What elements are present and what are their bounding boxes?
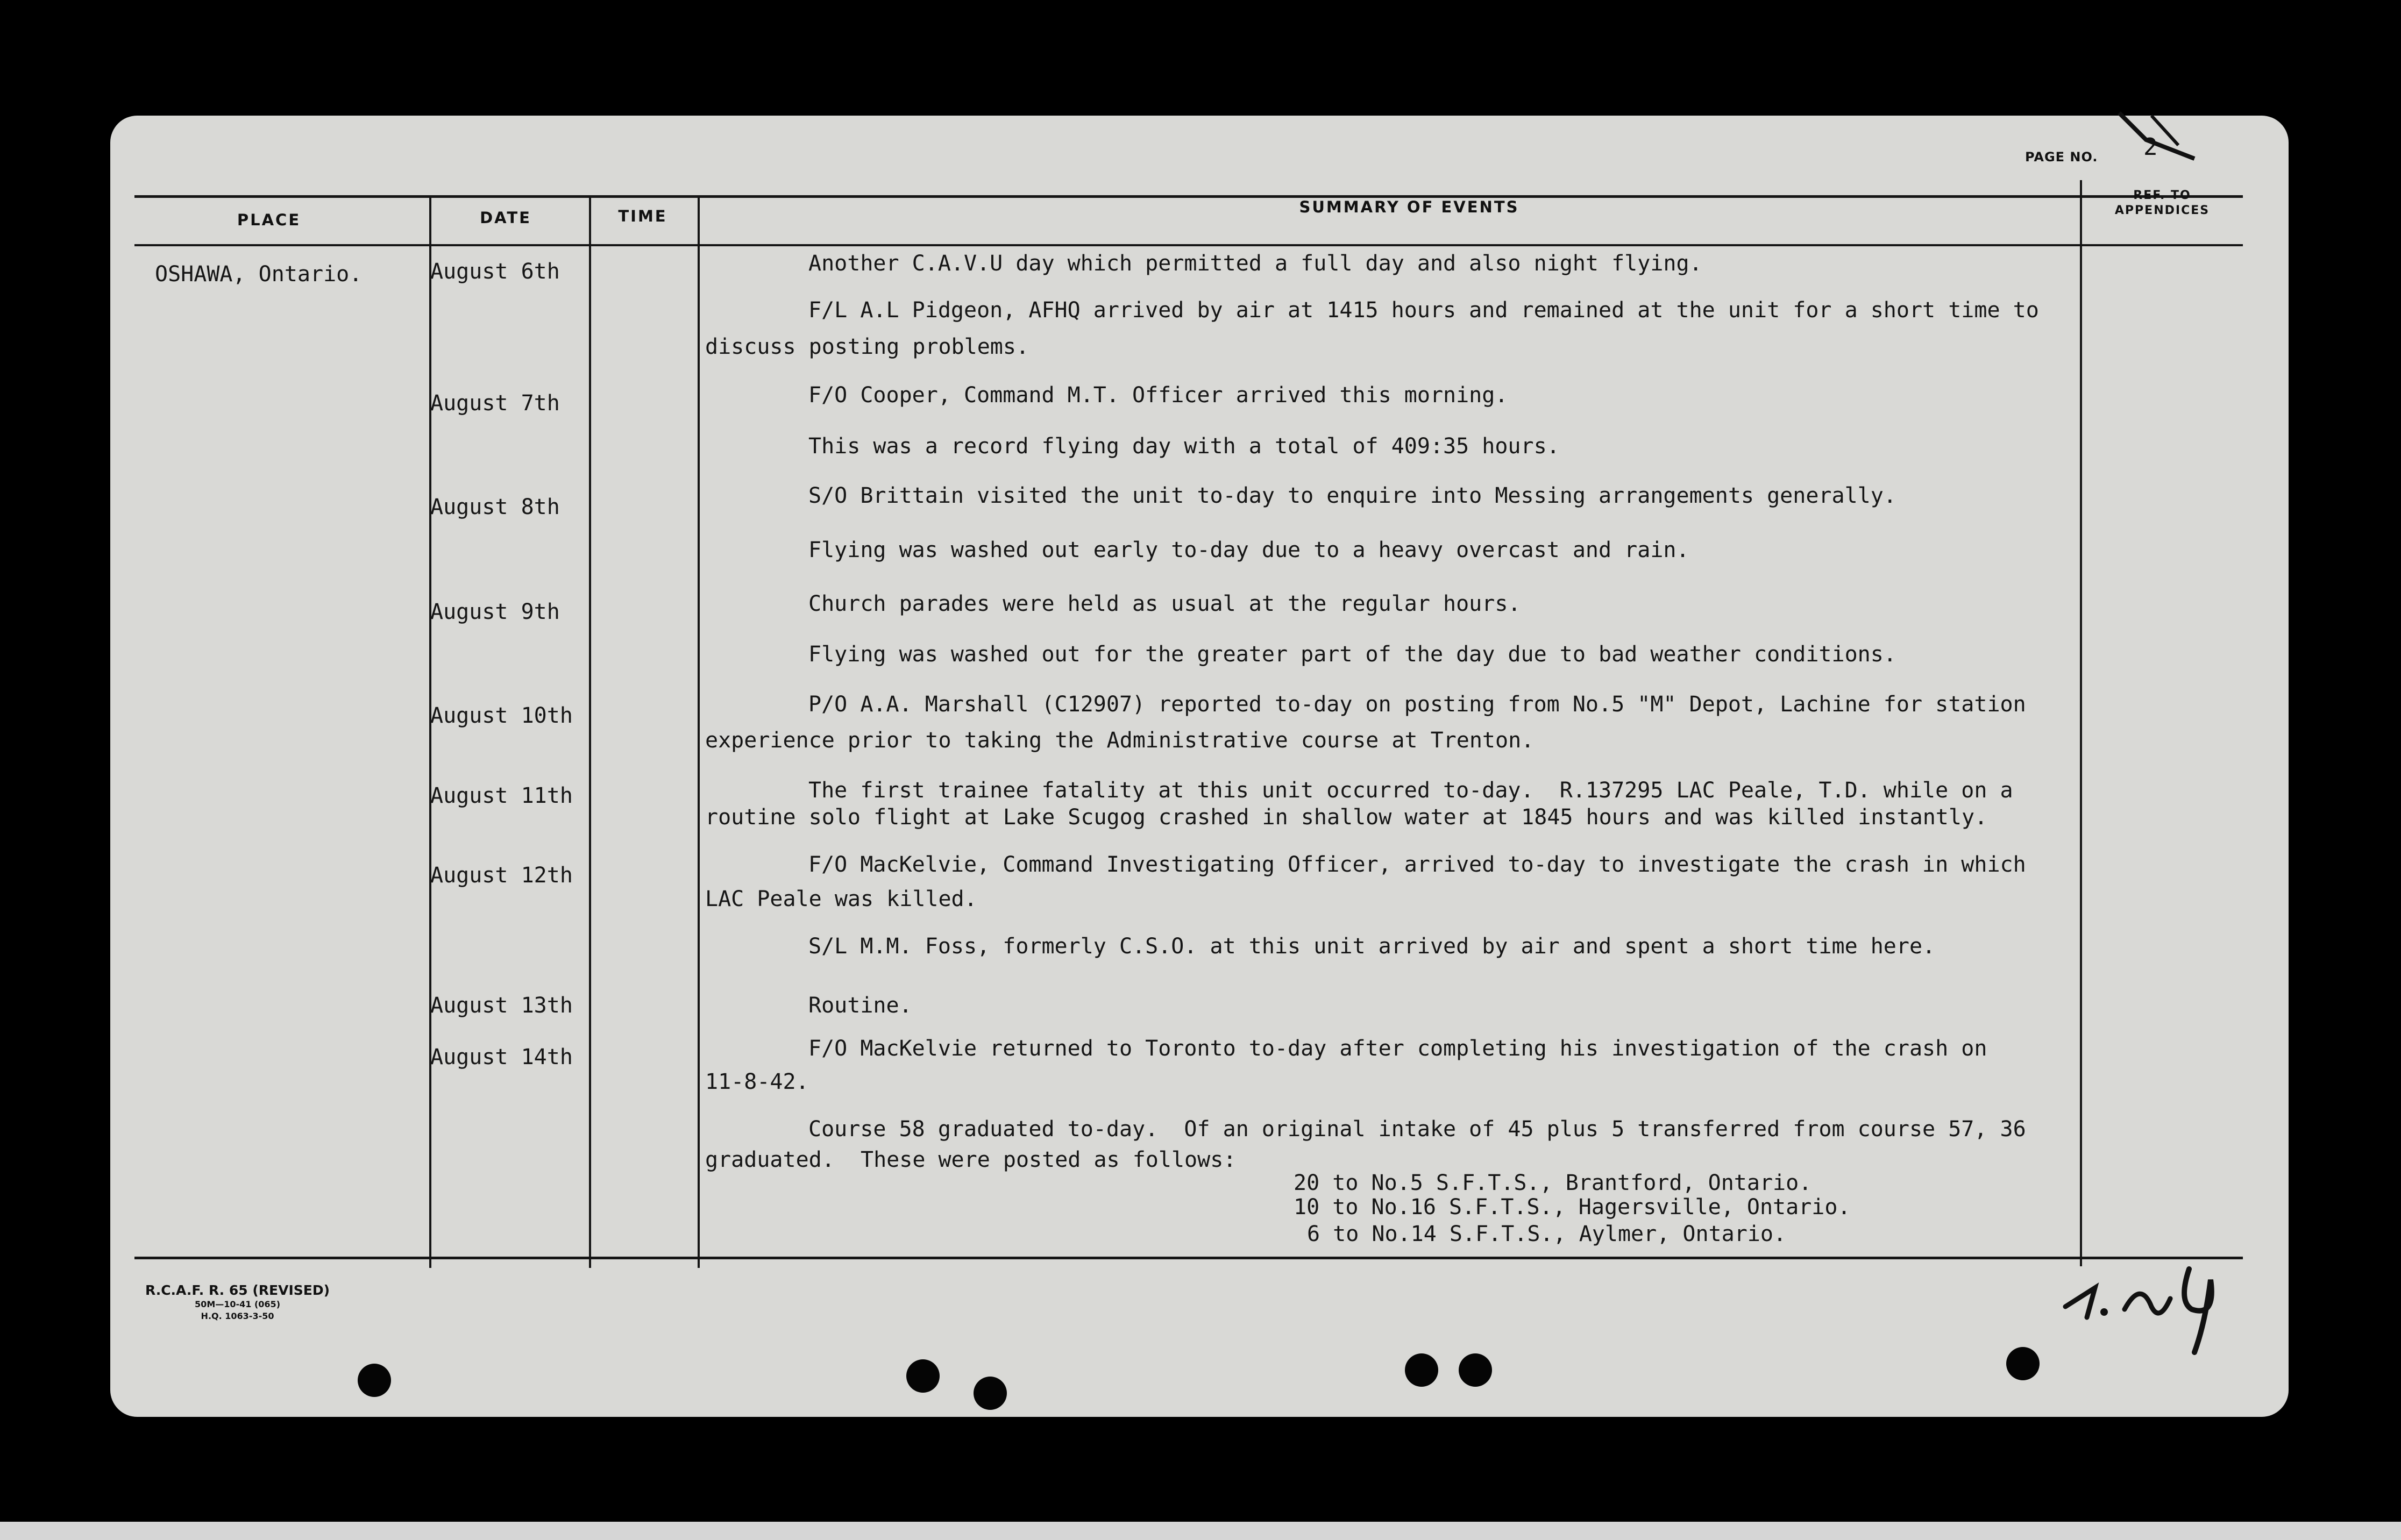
form-hq-code: H.Q. 1063-3-50 [201,1311,274,1321]
time-column-rule [589,195,591,1268]
form-print-code: 50M—10-41 (065) [195,1299,280,1309]
summary-line: Flying was washed out early to-day due to a heavy overcast and rain. [808,538,1689,562]
summary-line: Flying was washed out for the greater part of the day due to bad weather conditions. [808,642,1896,667]
form-identifier [145,1282,330,1322]
handwritten-initials [2055,1258,2248,1360]
date-entry: August 10th [430,703,573,728]
summary-line: graduated. These were posted as follows: [705,1147,1237,1172]
punch-hole [2006,1347,2040,1380]
posting-line: 20 to No.5 S.F.T.S., Brantford, Ontario. [1294,1171,1812,1195]
time-column-header: TIME [618,207,667,225]
punch-hole [1459,1353,1492,1387]
summary-line: routine solo flight at Lake Scugog crashed in shallow water at 1845 hours and was killed instantly. [705,805,1988,830]
form-number: R.C.A.F. R. 65 (REVISED) [145,1282,330,1298]
summary-line: F/O Cooper, Command M.T. Officer arrived this morning. [808,383,1508,408]
ref-column-header-line2: APPENDICES [2114,204,2210,217]
punch-hole [1405,1353,1438,1387]
date-entry: August 6th [430,259,560,284]
summary-line: Church parades were held as usual at the regular hours. [808,591,1521,616]
summary-line: P/O A.A. Marshall (C12907) reported to-day on posting from No.5 "M" Depot, Lachine for station [808,692,2026,717]
posting-line: 6 to No.14 S.F.T.S., Aylmer, Ontario. [1307,1222,1787,1246]
summary-line: Course 58 graduated to-day. Of an original intake of 45 plus 5 transferred from course 57, 36 [808,1117,2026,1142]
summary-line: S/O Brittain visited the unit to-day to enquire into Messing arrangements generally. [808,483,1896,508]
summary-line: The first trainee fatality at this unit occurred to-day. R.137295 LAC Peale, T.D. while on a [808,778,2013,803]
summary-column-rule [698,195,700,1268]
date-entry: August 8th [430,495,560,519]
header-bottom-rule [134,244,2243,246]
summary-line: S/L M.M. Foss, formerly C.S.O. at this unit arrived by air and spent a short time here. [808,934,1936,959]
scan-edge [0,1522,2401,1540]
summary-line: Another C.A.V.U day which permitted a full day and also night flying. [808,251,1702,276]
punch-hole [974,1377,1007,1410]
page-corner-mark [2114,108,2205,167]
posting-line: 10 to No.16 S.F.T.S., Hagersville, Ontario. [1294,1195,1851,1220]
punch-hole [358,1364,391,1397]
summary-line: This was a record flying day with a total of 409:35 hours. [808,434,1560,459]
place-entry: OSHAWA, Ontario. [155,262,363,287]
ref-column-rule [2080,180,2082,1266]
summary-column-header: SUMMARY OF EVENTS [1299,198,1519,216]
date-entry: August 13th [430,993,573,1018]
date-column-rule [429,195,431,1268]
place-column-header: PLACE [237,211,301,229]
summary-line: F/O MacKelvie returned to Toronto to-day after completing his investigation of the crash on [808,1036,1987,1061]
date-entry: August 12th [430,863,573,888]
punch-hole [906,1359,940,1393]
summary-line: experience prior to taking the Administrative course at Trenton. [705,728,1535,753]
date-entry: August 11th [430,783,573,808]
summary-line: LAC Peale was killed. [705,887,977,911]
date-entry: August 7th [430,391,560,416]
table-bottom-rule [134,1257,2243,1259]
date-column-header: DATE [480,209,531,227]
summary-line: 11-8-42. [705,1070,809,1094]
ref-column-header-line1: REF. TO [2133,189,2191,202]
summary-line: Routine. [808,993,912,1018]
date-entry: August 9th [430,600,560,624]
page-number-label: PAGE NO. [2025,149,2098,165]
date-entry: August 14th [430,1045,573,1070]
summary-line: F/O MacKelvie, Command Investigating Officer, arrived to-day to investigate the crash in which [808,852,2026,877]
page-number: 2 [2143,133,2158,161]
summary-line: discuss posting problems. [705,334,1029,359]
summary-line: F/L A.L Pidgeon, AFHQ arrived by air at 1415 hours and remained at the unit for a short time to [808,298,2039,323]
